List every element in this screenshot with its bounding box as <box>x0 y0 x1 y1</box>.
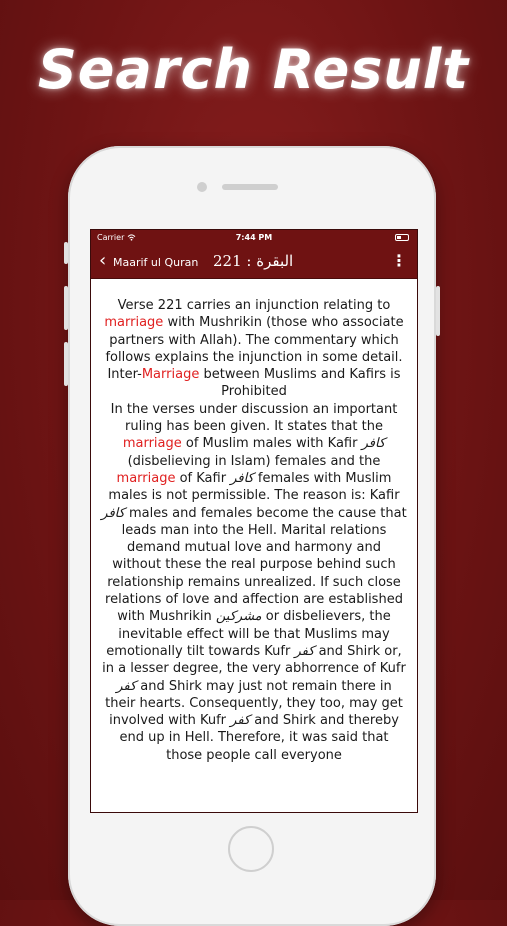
nav-bar <box>91 246 417 279</box>
front-camera <box>197 182 207 192</box>
status-time: 7:44 PM <box>235 233 273 242</box>
phone-frame <box>68 146 436 926</box>
app-screen <box>90 229 418 813</box>
battery-icon <box>395 234 409 241</box>
power-button <box>436 286 440 336</box>
status-bar <box>91 230 417 246</box>
banner-title: Search Result <box>37 38 470 101</box>
volume-up-button <box>64 286 68 330</box>
home-button[interactable] <box>228 826 274 872</box>
search-highlight: marriage <box>104 315 164 331</box>
volume-down-button <box>64 342 68 386</box>
more-menu-icon[interactable]: ⋮ <box>391 251 407 270</box>
mute-switch <box>64 242 68 264</box>
speaker-grille <box>222 184 278 190</box>
back-chevron-icon[interactable]: ‹ <box>99 250 107 271</box>
surah-verse-title: البقرة : 221 <box>213 252 294 270</box>
search-highlight: Marriage <box>141 367 200 383</box>
back-button-label[interactable]: Maarif ul Quran <box>113 256 199 269</box>
carrier-label: Carrier <box>97 233 136 242</box>
search-highlight: marriage <box>122 436 182 452</box>
search-highlight: marriage <box>116 470 176 486</box>
commentary-text: Verse 221 carries an injunction relating to marriage with Mushrikin (those who associate partners with Allah). The commentary which follows explains the injunction in some detail. Inter-Marriage between Muslims and Kafirs is Prohibited In the verses under discussion an important ruling has been given. It states that the marriage of Muslim males with Kafir کافر (disbelieving in Islam) females and the marriage of Kafir کافر females with Muslim males is not permissible. The reason is: Kafir کافر males and females become the cause that leads man into the Hell. Marital relations demand mutual love and harmony and without these the real purpose behind such relationship remains unrealized. If such close relations of love and affection are established with Mushrikin مشرکین or disbelievers, the inevitable effect will be that Muslims may emotionally tilt towards Kufr کفر and Shirk or, in a lesser degree, the very abhorrence of Kufr کفر and Shirk may just not remain there in their hearts. Consequently, they too, may get involved with Kufr کفر and Shirk and thereby end up in Hell. Therefore, it was said that those people call everyone <box>101 298 407 763</box>
